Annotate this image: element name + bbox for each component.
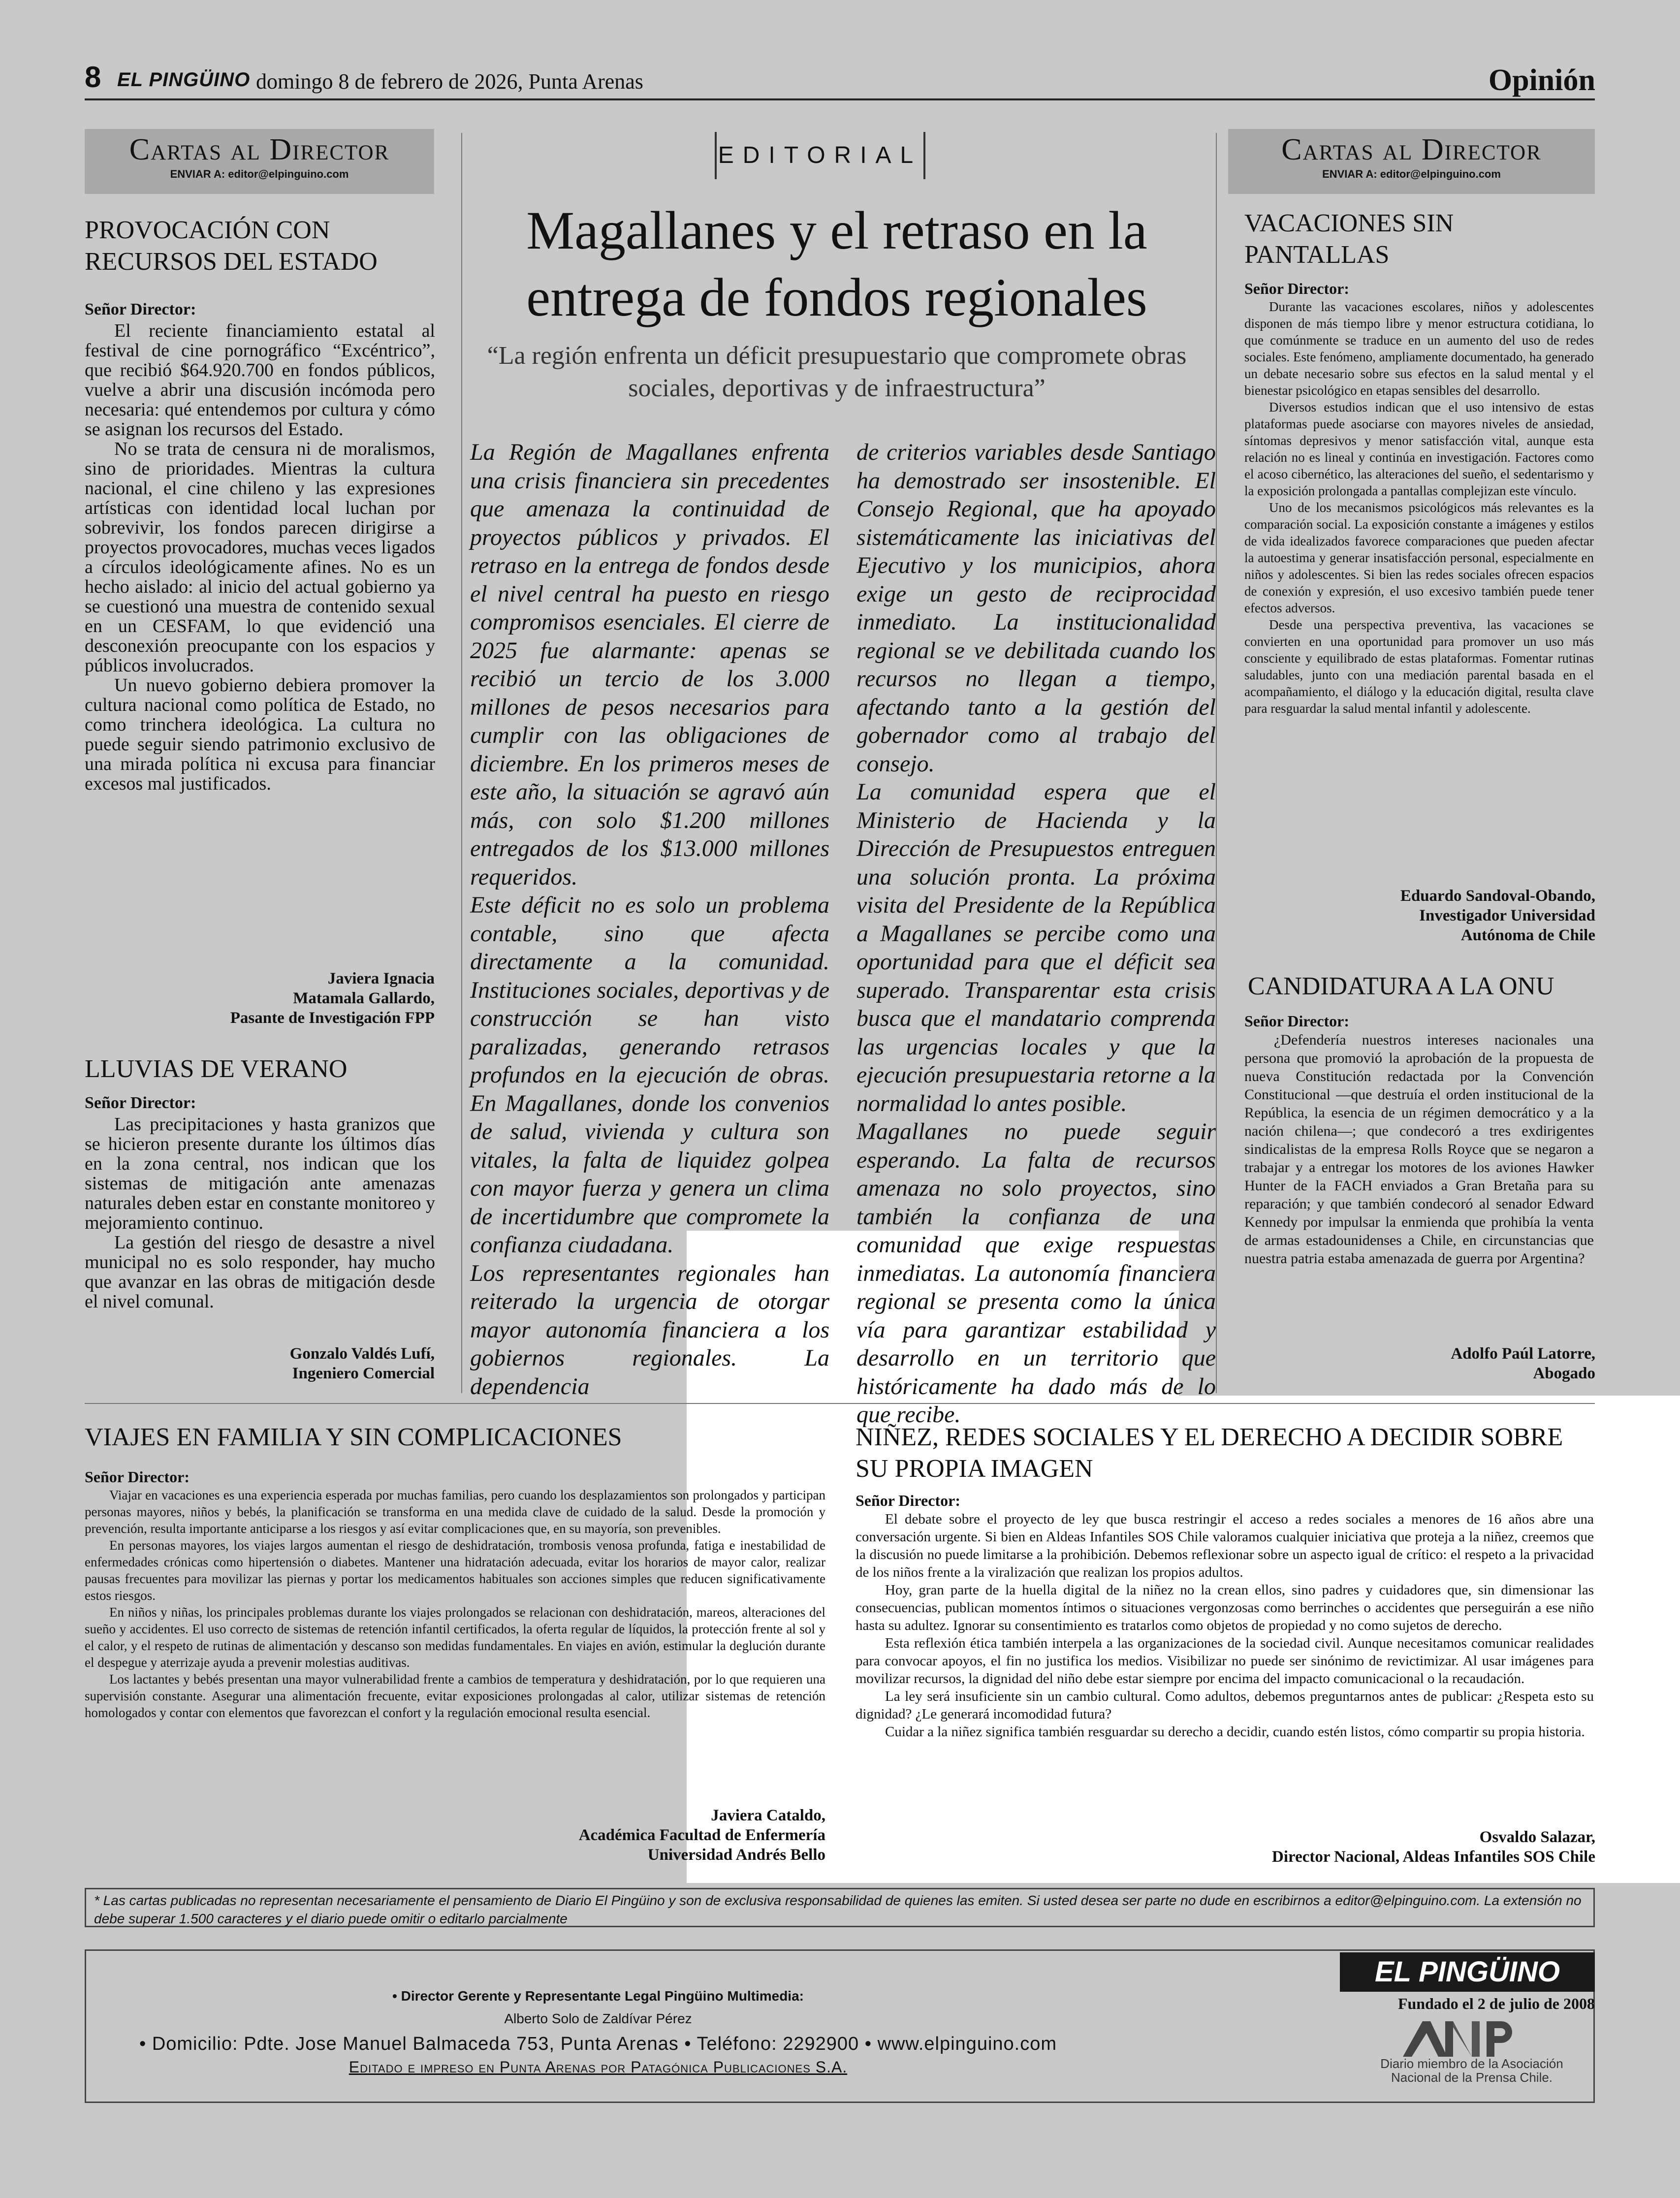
letter6-p4: La ley será insuficiente sin un cambio cultural. Como adultos, debemos preguntarnos antes de publicar: ¿Respeta esto su dignidad? ¿Le generará incomodidad futura? [856,1688,1594,1722]
letter2-p2: La gestión del riesgo de desastre a nivel municipal no es solo responder, hay mucho que avanzar en las obras de mitigación desde el nivel comunal. [85,1232,435,1312]
letter2-signature [90,1344,435,1383]
letter1-sig-role: Pasante de Investigación FPP [230,1009,435,1027]
letter1-p1: El reciente financiamiento estatal al festival de cine pornográfico “Excéntrico”, que recibió $64.920.700 en fondos públicos, vuelve a abrir una discusión incómoda pero necesaria: qué entendemos por cultura y cómo se asignan los recursos del Estado. [85,320,435,440]
letter2-sig-role: Ingeniero Comercial [292,1365,435,1382]
footer-editado: Editado e impreso en Punta Arenas por Patagónica Publicaciones S.A. [349,2058,848,2076]
letter1-signature [90,969,435,1028]
letter2-headline: LLUVIAS DE VERANO [85,1055,348,1083]
letter3-sig-role2: Autónoma de Chile [1460,926,1595,944]
letter5-sig-name: Javiera Cataldo, [711,1807,825,1824]
disclaimer: * Las cartas publicadas no representan necesariamente el pensamiento de Diario El Pingüino y son de exclusiva responsabilidad de quienes las emiten. Si usted desea ser parte no dude en escribirnos a editor@elpinguino.com. La extensión no debe superar 1.500 caracteres y el diario puede omitir o editarlo parcialmente [85,1888,1595,1927]
letter2-salutation: Señor Director: [85,1094,196,1112]
letter4-sig-name: Adolfo Paúl Latorre, [1451,1345,1595,1363]
footer-director-label: • Director Gerente y Representante Legal Pingüino Multimedia: [392,1988,804,2004]
letter6-sig-name: Osvaldo Salazar, [1479,1828,1595,1846]
editorial-col2-p3: Magallanes no puede seguir esperando. La falta de recursos amenaza no solo proyectos, sino también la confianza de una comunidad que exige respuestas inmediatas. La autonomía financiera regional se presenta como la única vía para garantizar estabilidad y desarrollo en un territorio que históricamente ha dado más de lo que recibe. [856,1118,1216,1428]
letter3-salutation: Señor Director: [1244,280,1349,297]
footer-director-name: Alberto Solo de Zaldívar Pérez [504,2011,692,2026]
letter5-p3: En niños y niñas, los principales problemas durante los viajes prolongados se relacionan con deshidratación, mareos, alteraciones del sueño y accidentes. El uso correcto de sistemas de retención infantil certificados, la oferta regular de líquidos, la protección frente al sol y el calor, y el respeto de rutinas de alimentación y descanso son medidas fundamentales. En viajes en avión, estimular la deglución durante el despegue y aterrizaje ayuda a prevenir molestias auditivas. [85,1605,825,1670]
footer-brand-logo: EL PINGÜINO [1340,1952,1595,1992]
letter4-p1: ¿Defendería nuestros intereses nacionales una persona que promovió la aprobación de la propuesta de nueva Constitución redactada por la Convención Constitucional —que destruía el orden institucional de la República, la esencia de un régimen democrático y a la nación chilena—; que condecoró a tres exdirigentes sindicalistas de la empresa Rolls Royce que se negaron a trabajar y a entregar los motores de los aviones Hawker Hunter de la FACH enviados a Gran Bretaña para su reparación; y que también condecoró al senador Edward Kennedy por impulsar la enmienda que prohibía la venta de armas estadounidenses a Chile, en circunstancias que nuestra patria estaba amenazada de guerra por Argentina? [1244,1032,1594,1267]
cartas-header-left [85,129,434,194]
letter4-body [1244,1031,1594,1268]
dateline: domingo 8 de febrero de 2026, Punta Arenas [256,69,643,94]
letter5-p4: Los lactantes y bebés presentan una mayor vulnerabilidad frente a cambios de temperatura y deshidratación, por lo que requieren una supervisión constante. Asegurar una alimentación frecuente, evitar exposiciones prolongadas al calor, utilizar sistemas de retención homologados y contar con elementos que favorezcan el confort y la regulación emocional resulta esencial. [85,1672,825,1720]
footer-address: • Domicilio: Pdte. Jose Manuel Balmaceda 753, Punta Arenas • Teléfono: 2292900 • www.elpinguino.com [139,2034,1057,2054]
letter4-signature [1251,1344,1595,1383]
editorial-col1-p2: Este déficit no es solo un problema contable, sino que afecta directamente a la comunidad. Instituciones sociales, deportivas y de construcción se han visto paralizadas, generando retrasos profundos en la ejecución de obras. En Magallanes, donde los convenios de salud, vivienda y cultura son vitales, la falta de liquidez golpea con mayor fuerza y genera un clima de incertidumbre que compromete la confianza ciudadana. [470,892,829,1258]
letter1-sig-name1: Javiera Ignacia [327,970,435,988]
letter6-body [856,1510,1594,1741]
letter5-sig-role1: Académica Facultad de Enfermería [578,1826,825,1844]
letter5-body [85,1487,825,1721]
letter6-p3: Esta reflexión ética también interpela a las organizaciones de la sociedad civil. Aunque necesitamos comunicar realidades para convocar apoyos, el fin no justifica los medios. Visibilizar no puede ser sinónimo de revictimizar. Al usar imágenes para movilizar recursos, la dignidad del niño debe estar siempre por encima del impacto comunicacional o la recaudación. [856,1635,1594,1687]
cartas-header-right [1228,129,1595,194]
letter1-p2: No se trata de censura ni de moralismos, sino de prioridades. Mientras la cultura nacional, el cine chileno y las expresiones artísticas con identidad local luchan por sobrevivir, los fondos parecen dirigirse a proyectos provocadores, muchas veces ligados a círculos ideológicamente afines. No es un hecho aislado: al inicio del actual gobierno ya se cuestionó una muestra de contenido sexual en un CESFAM, lo que evidenció una desconexión preocupante con los espacios y públicos involucrados. [85,439,435,676]
anp-logo [1398,2018,1516,2060]
anp-logo-icon [1398,2018,1516,2058]
letter6-p5: Cuidar a la niñez significa también resguardar su derecho a decidir, cuando estén listos, cómo compartir su propia historia. [885,1724,1585,1740]
letter1-sig-name2: Matamala Gallardo, [293,989,435,1007]
letter6-p2: Hoy, gran parte de la huella digital de la niñez no la crean ellos, sino padres y cuidadores que, sin dimensionar las consecuencias, publican momentos íntimos o situaciones vergonzosas como berrinches o accidentes que perseguirán a ese niño hasta su adultez. Ignorar su consentimiento es tratarlos como objetos de propiedad y no como sujetos de derecho. [856,1582,1594,1633]
letter6-sig-role: Director Nacional, Aldeas Infantiles SOS Chile [1272,1848,1595,1866]
editorial-col1-p3: Los representantes regionales han reiterado la urgencia de otorgar mayor autonomía financiera a los gobiernos regionales. La dependencia [470,1260,829,1400]
letter3-p2: Diversos estudios indican que el uso intensivo de estas plataformas puede asociarse con mayores niveles de ansiedad, síntomas depresivos y menor satisfacción vital, aunque esta relación no es lineal y continúa en investigación. Factores como el acoso cibernético, las alteraciones del sueño, el sedentarismo y la exposición prolongada a pantallas complejizan este vínculo. [1244,400,1594,498]
letter2-sig-name: Gonzalo Valdés Lufí, [289,1345,435,1363]
editorial-col2-p1: de criterios variables desde Santiago ha demostrado ser insostenible. El Consejo Regional, que ha apoyado sistemáticamente las iniciativas del Ejecutivo y los municipios, ahora exige un gesto de reciprocidad inmediato. La institucionalidad regional se ve debilitada cuando los recursos no llegan a tiempo, afectando tanto a la gestión del gobernador como al trabajo del consejo. [856,439,1216,777]
column-divider-right [1216,133,1217,1393]
editorial-col1-p1: La Región de Magallanes enfrenta una crisis financiera sin precedentes que amenaza la continuidad de proyectos públicos y privados. El retraso en la entrega de fondos desde el nivel central ha puesto en riesgo compromisos esenciales. El cierre de 2025 fue alarmante: apenas se recibió un tercio de los 3.000 millones de pesos necesarios para cumplir con las obligaciones de diciembre. En los primeros meses de este año, la situación se agravó aún más, con solo $1.200 millones entregados de los $13.000 millones requeridos. [470,439,829,890]
letter1-body [85,321,435,794]
letter5-signature [284,1806,825,1865]
letter5-p2: En personas mayores, los viajes largos aumentan el riesgo de deshidratación, trombosis venosa profunda, fatiga e inestabilidad de enfermedades crónicas como hipertensión o diabetes. Mantener una hidratación adecuada, evitar los horarios de mayor calor, realizar pausas frecuentes para movilizar las piernas y portar los medicamentos habituales son acciones simples que reducen significativamente estos riesgos. [85,1538,825,1603]
letter5-headline: VIAJES EN FAMILIA Y SIN COMPLICACIONES [85,1423,622,1451]
letter5-salutation: Señor Director: [85,1468,190,1486]
header-rule [85,98,1595,100]
letter3-body [1244,298,1594,717]
letter5-p1: Viajar en vacaciones es una experiencia esperada por muchas familias, pero cuando los desplazamientos son prolongados y participan personas mayores, niños y bebés, la planificación se transforma en una medida clave de cuidado de la salud. Desde la promoción y prevención, resulta importante anticiparse a los riesgos y así evitar complicaciones que, en su mayoría, son prevenibles. [85,1488,825,1536]
cartas-email: ENVIAR A: editor@elpinguino.com [1322,168,1501,180]
letter6-signature [1005,1827,1595,1867]
column-divider-left [461,133,462,1393]
letter3-sig-role1: Investigador Universidad [1419,907,1595,924]
letter2-body [85,1115,435,1311]
letter4-salutation: Señor Director: [1244,1012,1349,1030]
letter3-p4: Desde una perspectiva preventiva, las vacaciones se convierten en una oportunidad para promover un uso más consciente y equilibrado de estas plataformas. Fomentar rutinas saludables, junto con una mediación parental basada en el acompañamiento, el diálogo y la educación digital, resulta clave para resguardar la salud mental infantil y adolescente. [1244,617,1594,716]
editorial-column-1 [470,438,829,1401]
brand-logo: EL PINGÜINO [117,69,251,91]
letter1-p3: Un nuevo gobierno debiera promover la cultura nacional como política de Estado, no como trinchera ideológica. La cultura no puede seguir siendo patrimonio exclusivo de una mirada política ni excusa para financiar excesos mal justificados. [85,675,435,794]
letter4-sig-role: Abogado [1533,1365,1595,1382]
editorial-title: Magallanes y el retraso en la entrega de fondos regionales [526,200,1147,327]
letter3-headline: VACACIONES SIN PANTALLAS [1244,209,1454,269]
cartas-email: ENVIAR A: editor@elpinguino.com [170,168,349,180]
editorial-subtitle: “La región enfrenta un déficit presupuestario que compromete obras sociales, deportivas y de infraestructura” [487,342,1187,402]
page-number: 8 [85,61,101,94]
letter3-sig-name: Eduardo Sandoval-Obando, [1400,887,1595,905]
editorial-col2-p2: La comunidad espera que el Ministerio de Hacienda y la Dirección de Presupuestos entreguen una solución pronta. La próxima visita del Presidente de la República a Magallanes se percibe como una oportunidad para que el déficit sea superado. Transparentar esta crisis busca que el mandatario comprenda las urgencias locales y que la ejecución presupuestaria retorne a la normalidad lo antes posible. [856,779,1216,1116]
letter5-sig-role2: Universidad Andrés Bello [647,1846,825,1864]
letter3-p3: Uno de los mecanismos psicológicos más relevantes es la comparación social. La exposición constante a imágenes y estilos de vida idealizados favorece comparaciones que pueden afectar la autoestima y generar insatisfacción personal, especialmente en niños y adolescentes. Si bien las redes sociales ofrecen espacios de conexión y expresión, el uso excesivo también puede tener efectos adversos. [1244,500,1594,615]
section-title: Opinión [1488,64,1595,97]
letter6-headline: NIÑEZ, REDES SOCIALES Y EL DERECHO A DECIDIR SOBRE SU PROPIA IMAGEN [856,1423,1563,1483]
anp-caption: Diario miembro de la Asociación Nacional de la Prensa Chile. [1380,2056,1563,2085]
cartas-title: Cartas al Director [129,133,390,166]
letter4-headline: CANDIDATURA A LA ONU [1248,972,1554,1000]
cartas-title: Cartas al Director [1281,133,1542,166]
letter2-p1: Las precipitaciones y hasta granizos que se hicieron presente durante los últimos días en la zona central, nos indican que los sistemas de mitigación ante amenazas naturales deben estar en constante monitoreo y mejoramiento continuo. [85,1114,435,1233]
middle-rule [85,1403,1595,1404]
letter1-salutation: Señor Director: [85,300,196,319]
letter1-headline: PROVOCACIÓN CON RECURSOS DEL ESTADO [85,216,378,276]
letter3-p1: Durante las vacaciones escolares, niños y adolescentes disponen de más tiempo libre y menor estructura cotidiana, lo que comúnmente se traduce en un aumento del uso de redes sociales. Este fenómeno, ampliamente documentado, ha generado un debate necesario sobre sus efectos en la salud mental y el bienestar psicológico en etapas sensibles del desarrollo. [1244,299,1594,398]
editorial-column-2 [856,438,1216,1429]
letter6-p1: El debate sobre el proyecto de ley que busca restringir el acceso a redes sociales a menores de 16 años abre una conversación urgente. Si bien en Aldeas Infantiles SOS Chile valoramos cualquier iniciativa que proteja a la niñez, creemos que la discusión no puede limitarse a la prohibición. Debemos reflexionar sobre un aspecto igual de crítico: el respeto a la privacidad de los niños frente a la viralización que realizan los propios adultos. [856,1511,1594,1580]
footer-fundado: Fundado el 2 de julio de 2008 [1397,1995,1595,2012]
editorial-label: EDITORIAL [715,132,925,179]
letter6-salutation: Señor Director: [856,1492,960,1509]
letter3-signature [1251,886,1595,945]
